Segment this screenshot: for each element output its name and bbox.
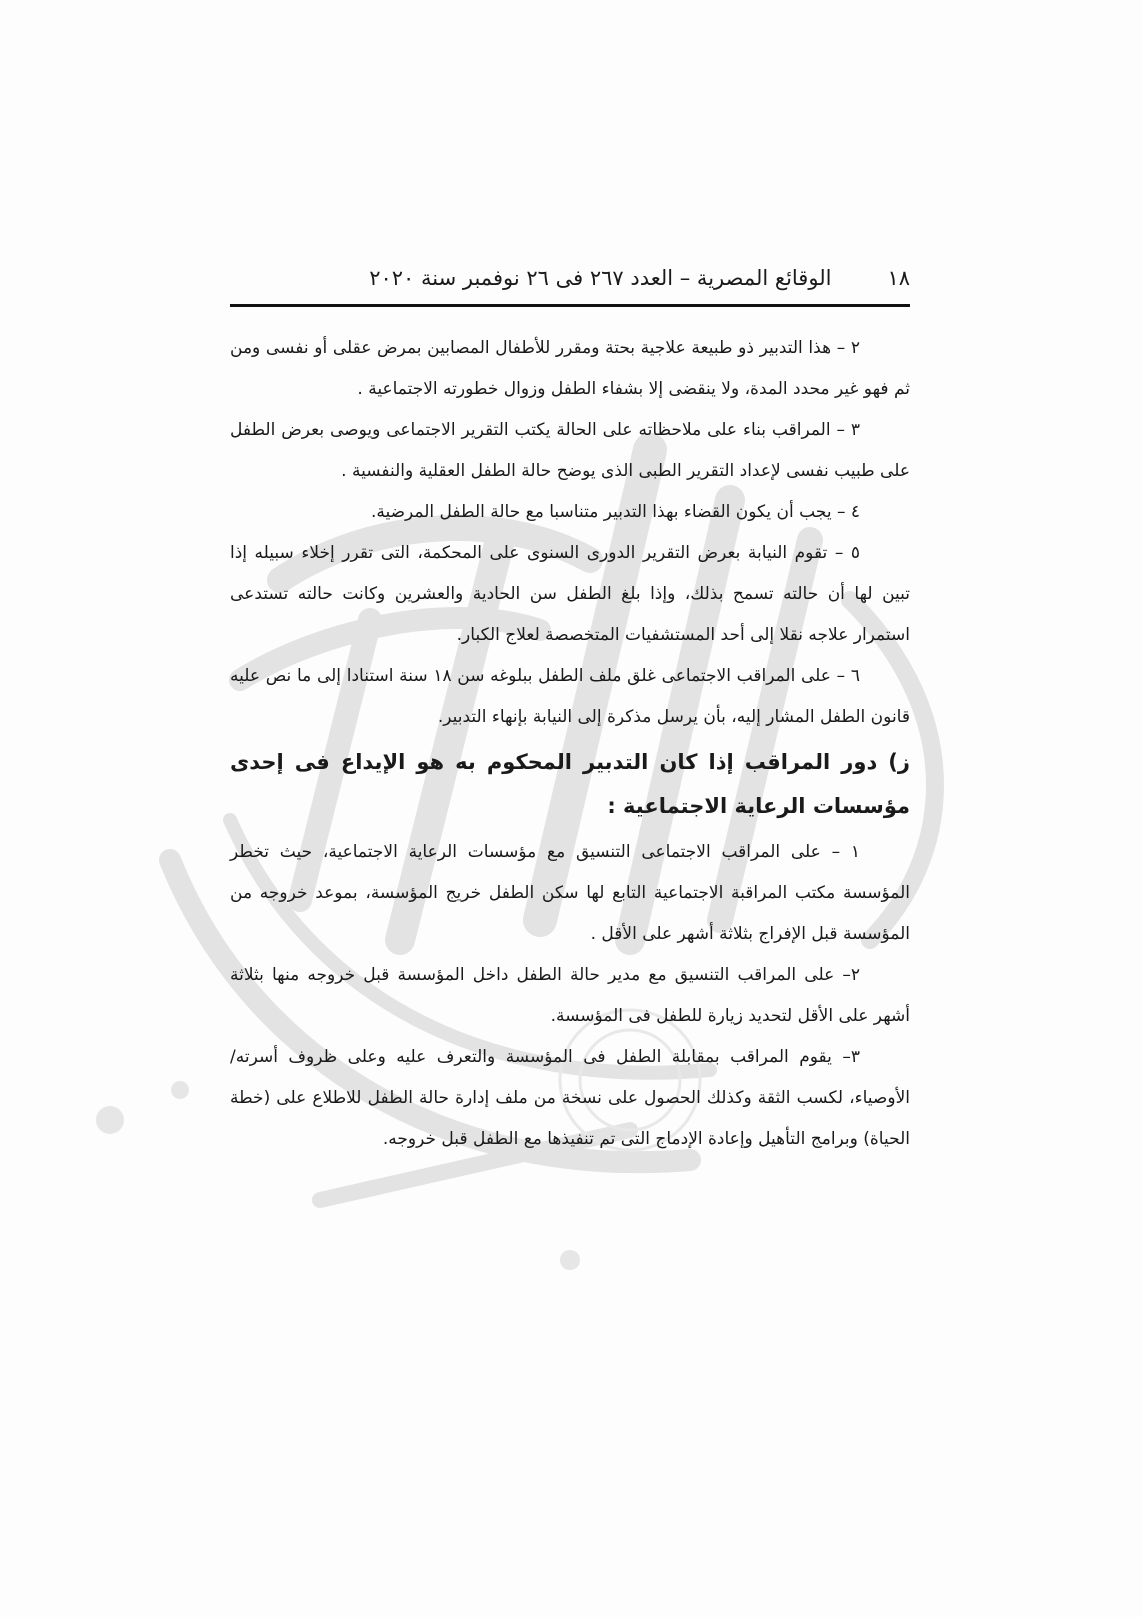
section-paragraph-3: ٣– يقوم المراقب بمقابلة الطفل فى المؤسسة والتعرف عليه وعلى ظروف أسرته/الأوصياء، لكسب الثقة وكذلك الحصول على نسخة من ملف إدارة حالة الطفل للاطلاع على (خطة الحياة) وبرامج التأهيل وإعادة الإدماج التى تم تنفيذها مع الطفل قبل خروجه.	[230, 1047, 910, 1149]
paragraph-item-2: ٢ – هذا التدبير ذو طبيعة علاجية بحتة ومقرر للأطفال المصابين بمرض عقلى أو نفسى ومن ثم فهو غير محدد المدة، ولا ينقضى إلا بشفاء الطفل وزوال خطورته الاجتماعية .	[230, 338, 910, 399]
page-number: ١٨	[887, 266, 910, 290]
paragraph-item-5: ٥ – تقوم النيابة بعرض التقرير الدورى السنوى على المحكمة، التى تقرر إخلاء سبيله إذا تبين لها أن حالته تسمح بذلك، وإذا بلغ الطفل سن الحادية والعشرين وكانت حالته تستدعى استمرار علاجه نقلا إلى أحد المستشفيات المتخصصة لعلاج الكبار.	[230, 543, 910, 645]
section-paragraph-1: ١ – على المراقب الاجتماعى التنسيق مع مؤسسات الرعاية الاجتماعية، حيث تخطر المؤسسة مكتب المراقبة الاجتماعية التابع لها سكن الطفل خريج المؤسسة، بموعد خروجه من المؤسسة قبل الإفراج بثلاثة أشهر على الأقل .	[230, 842, 910, 944]
header-divider	[230, 304, 910, 307]
section-paragraph-2: ٢– على المراقب التنسيق مع مدير حالة الطفل داخل المؤسسة قبل خروجه منها بثلاثة أشهر على الأقل لتحديد زيارة للطفل فى المؤسسة.	[230, 965, 910, 1026]
paragraph-item-3: ٣ – المراقب بناء على ملاحظاته على الحالة يكتب التقرير الاجتماعى ويوصى بعرض الطفل على طبيب نفسى لإعداد التقرير الطبى الذى يوضح حالة الطفل العقلية والنفسية .	[230, 420, 910, 481]
page-header	[230, 258, 910, 298]
document-body	[230, 328, 910, 1160]
paragraph-item-6: ٦ – على المراقب الاجتماعى غلق ملف الطفل ببلوغه سن ١٨ سنة استنادا إلى ما نص عليه قانون الطفل المشار إليه، بأن يرسل مذكرة إلى النيابة بإنهاء التدبير.	[230, 666, 910, 727]
paragraph-item-4: ٤ – يجب أن يكون القضاء بهذا التدبير متناسبا مع حالة الطفل المرضية.	[370, 502, 860, 522]
gazette-issue-title: الوقائع المصرية – العدد ٢٦٧ فى ٢٦ نوفمبر سنة ٢٠٢٠	[369, 266, 832, 290]
section-heading-z: ز) دور المراقب إذا كان التدبير المحكوم به هو الإيداع فى إحدى مؤسسات الرعاية الاجتماعية :	[230, 750, 910, 818]
